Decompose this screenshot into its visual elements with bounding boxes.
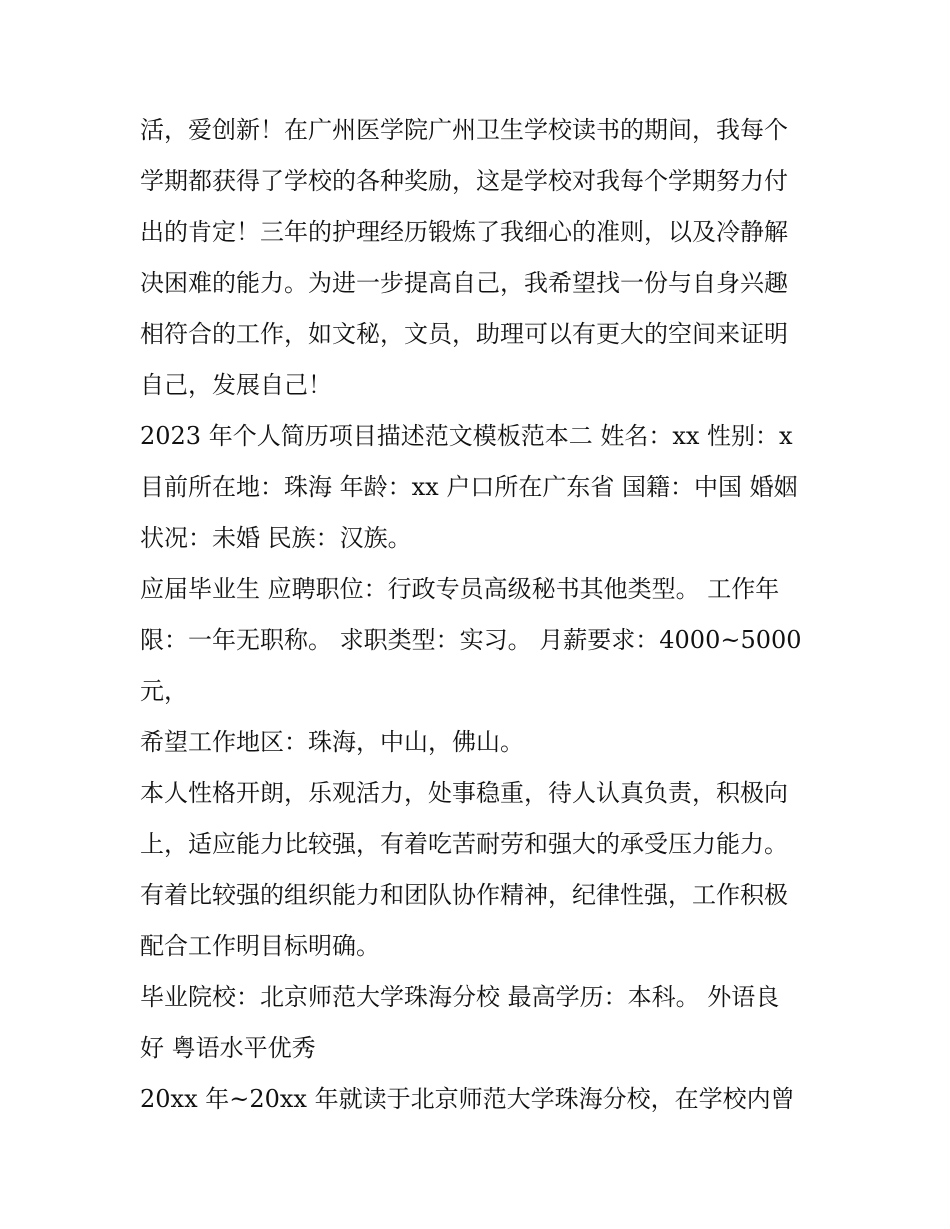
paragraph-intro-continued: 活，爱创新！在广州医学院广州卫生学校读书的期间，我每个 学期都获得了学校的各种奖励，这是学校对我每个学期努力付 出的肯定！三年的护理经历锻炼了我细心的准则，以及冷静解 决困难的能力。为进一步提高自己，我希望找一份与自身兴趣 相符合的工作，如文秘，文员，助理可以有更大的空间来证明 自己，发展自己！ xyxy=(140,116,788,399)
paragraph-education-history: 20xx 年~20xx 年就读于北京师范大学珠海分校，在学校内曾 xyxy=(140,1085,795,1113)
paragraph-self-evaluation: 本人性格开朗，乐观活力，处事稳重，待人认真负责，积极向 上，适应能力比较强，有着吃苦耐劳和强大的承受压力能力。 有着比较强的组织能力和团队协作精神，纪律性强，工作积极 配合工作明目标明确。 xyxy=(140,779,788,960)
paragraph-education: 毕业院校：北京师范大学珠海分校 最高学历：本科。 外语良 好 粤语水平优秀 xyxy=(140,983,780,1062)
paragraph-resume-title-basic-info: 2023 年个人简历项目描述范文模板范本二 姓名：xx 性别：x 目前所在地：珠海 年龄：xx 户口所在广东省 国籍：中国 婚姻 状况：未婚 民族：汉族。 xyxy=(140,422,798,552)
paragraph-preferred-location: 希望工作地区：珠海，中山，佛山。 xyxy=(140,728,524,756)
paragraph-job-intention: 应届毕业生 应聘职位：行政专员高级秘书其他类型。 工作年 限：一年无职称。 求职类型：实习。 月薪要求：4000~5000 元， xyxy=(140,575,802,705)
document-body xyxy=(140,105,815,1125)
